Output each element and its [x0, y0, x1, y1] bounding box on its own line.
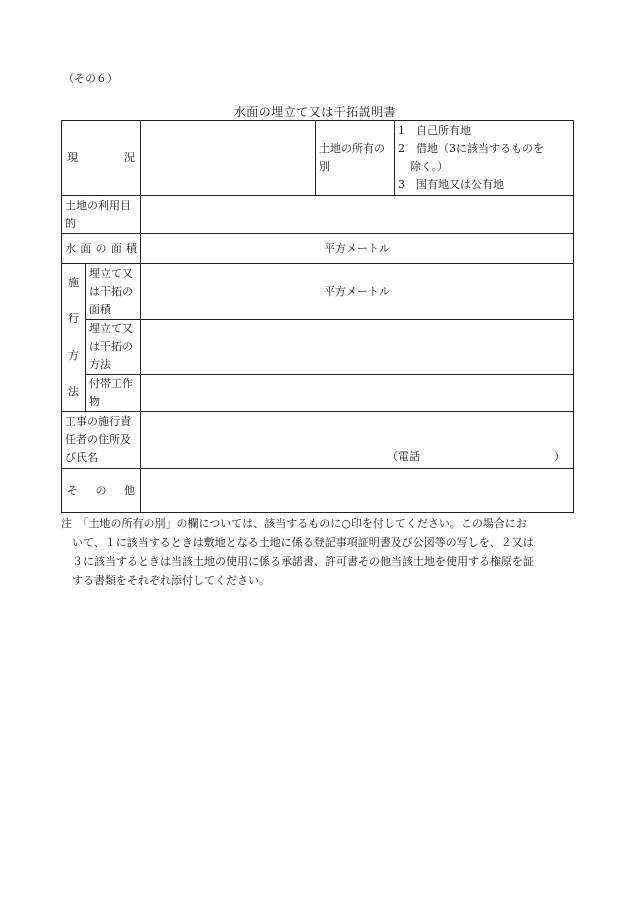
footnote-line-1: 注 「土地の所有の別」の欄については、該当するものに○印を付してください。この場合にお [61, 517, 527, 530]
phone-label: （電話 [387, 450, 420, 463]
form-table [61, 120, 574, 513]
ownership-option-3[interactable]: 3 国有地又は公有地 [398, 178, 504, 191]
page-label: （その６） [63, 72, 118, 85]
water-area-value[interactable] [141, 234, 574, 264]
responsible-label: 工事の施行責任者の住所及び氏名 [62, 412, 141, 469]
other-label: そ の 他 [62, 469, 141, 513]
footnote-line-3: ３に該当するときは当該土地の使用に係る承諾書、許可書その他当該土地を使用する権原を証 [72, 555, 534, 568]
current-state-value[interactable] [141, 121, 316, 196]
ownership-option-1[interactable]: 1 自己所有地 [398, 124, 471, 137]
current-state-label: 現 況 [62, 121, 141, 196]
footnote [61, 514, 576, 590]
land-use-value[interactable] [141, 196, 574, 234]
method-group-label: 施 行 方 法 [62, 264, 86, 412]
ownership-label: 土地の所有の別 [316, 121, 395, 196]
footnote-line-4: する書類をそれぞれ添付してください。 [72, 574, 270, 587]
reclaim-method-label: 埋立て又は干拓の方法 [86, 320, 141, 375]
ownership-option-2-cont: 除く。） [410, 160, 449, 173]
land-use-label: 土地の利用目的 [62, 196, 141, 234]
phone-close: ） [554, 450, 565, 463]
document-title: 水面の埋立て又は干拓説明書 [233, 105, 397, 119]
footnote-line-2: いて、１に該当するときは敷地となる土地に係る登記事項証明書及び公図等の写しを、２又は [72, 536, 534, 549]
reclaim-area-unit: 平方メートル [324, 284, 390, 298]
reclaim-area-value[interactable] [141, 264, 574, 320]
ownership-option-2[interactable]: 2 借地（3に該当するものを [398, 142, 544, 155]
reclaim-method-value[interactable] [141, 320, 574, 375]
other-value[interactable] [141, 469, 574, 513]
ownership-options[interactable] [395, 121, 574, 196]
reclaim-area-label: 埋立て又は干拓の面積 [86, 264, 141, 320]
water-area-unit: 平方メートル [324, 241, 390, 255]
water-area-label: 水 面 の 面 積 [62, 234, 141, 264]
attached-structure-value[interactable] [141, 375, 574, 412]
responsible-value[interactable] [141, 412, 574, 469]
attached-structure-label: 付帯工作物 [86, 375, 141, 412]
